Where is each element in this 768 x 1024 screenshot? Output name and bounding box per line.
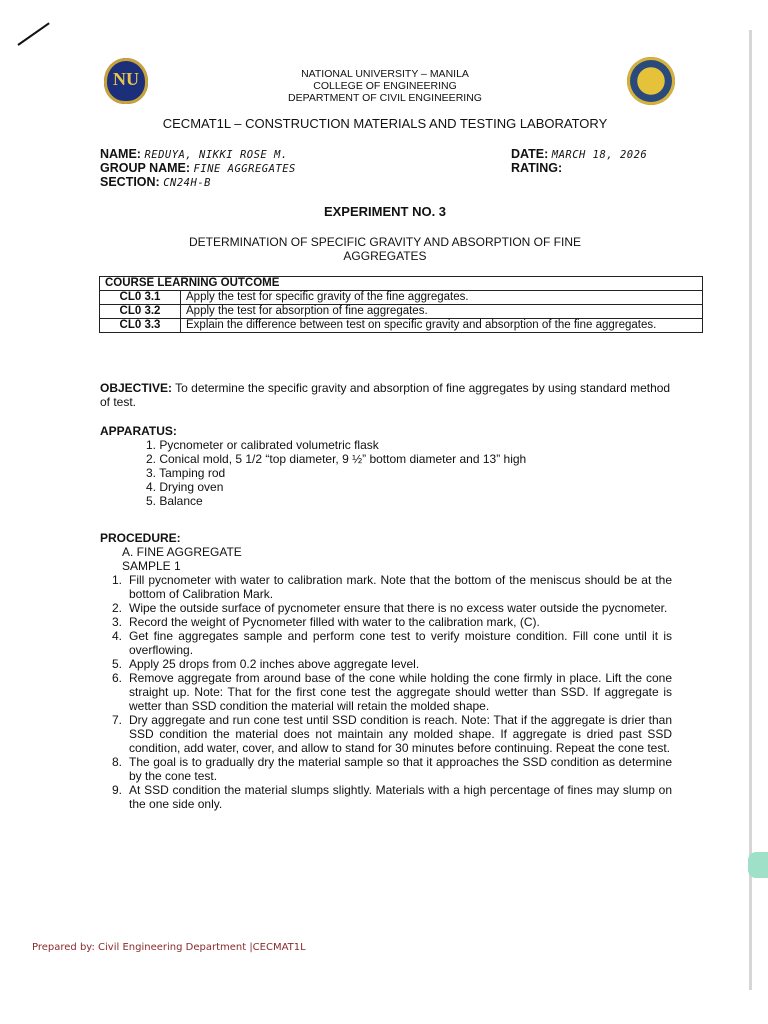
apparatus-label: APPARATUS: <box>100 424 177 438</box>
step-text: Get fine aggregates sample and perform cone test to verify moisture condition. Fill cone until it is overflowing. <box>129 629 672 657</box>
table-row <box>100 305 703 319</box>
table-row <box>100 319 703 333</box>
step-number: 6. <box>111 671 122 685</box>
procedure-sample: SAMPLE 1 <box>122 559 181 573</box>
step-number: 1. <box>111 573 122 587</box>
name-label: NAME: <box>100 147 141 161</box>
step-number: 9. <box>111 783 122 797</box>
step-text: At SSD condition the material slumps slightly. Materials with a high percentage of fines may slump on the one side only. <box>129 783 672 811</box>
step-text: Record the weight of Pycnometer filled with water to the calibration mark, (C). <box>129 615 540 629</box>
step-text: The goal is to gradually dry the material sample so that it approaches the SSD condition as determine by the cone test. <box>129 755 672 783</box>
list-item <box>100 755 672 783</box>
clo-code: CL0 3.3 <box>100 319 181 333</box>
list-item <box>100 573 672 601</box>
department-seal <box>627 57 675 105</box>
clo-text: Explain the difference between test on specific gravity and absorption of the fine aggregates. <box>181 319 703 333</box>
list-item <box>100 713 672 755</box>
university-name: NATIONAL UNIVERSITY – MANILA <box>301 68 469 80</box>
step-text: Apply 25 drops from 0.2 inches above aggregate level. <box>129 657 420 671</box>
clo-code: CL0 3.2 <box>100 305 181 319</box>
group-label: GROUP NAME: <box>100 161 191 175</box>
name-row <box>100 147 288 161</box>
list-item <box>100 671 672 713</box>
list-item: 4. Drying oven <box>146 480 224 494</box>
logo-letters: NU <box>113 69 139 89</box>
group-value: FINE AGGREGATES <box>193 163 296 175</box>
clo-table <box>99 276 703 333</box>
step-text: Remove aggregate from around base of the cone while holding the cone firmly in place. Lift the cone straight up. Note: That for the first cone test the aggregate should wetter than SSD. If aggregate is wetter than SSD condition the material will retain the molded shape. <box>129 671 672 713</box>
clo-text: Apply the test for specific gravity of the fine aggregates. <box>181 291 703 305</box>
list-item <box>100 657 672 671</box>
department-name: DEPARTMENT OF CIVIL ENGINEERING <box>288 92 482 104</box>
objective-block <box>100 381 672 409</box>
college-name: COLLEGE OF ENGINEERING <box>313 80 457 92</box>
clo-header: COURSE LEARNING OUTCOME <box>100 277 703 291</box>
name-value: REDUYA, NIKKI ROSE M. <box>144 149 288 161</box>
step-text: Fill pycnometer with water to calibration mark. Note that the bottom of the meniscus should be at the bottom of Calibration Mark. <box>129 573 672 601</box>
list-item: 3. Tamping rod <box>146 466 226 480</box>
list-item: 5. Balance <box>146 494 203 508</box>
course-title: CECMAT1L – CONSTRUCTION MATERIALS AND TESTING LABORATORY <box>162 116 608 131</box>
pen-mark <box>17 22 49 45</box>
rating-label: RATING: <box>511 161 563 175</box>
list-item: 1. Pycnometer or calibrated volumetric flask <box>146 438 379 452</box>
objective-label: OBJECTIVE: <box>100 381 173 395</box>
list-item <box>100 601 672 615</box>
step-number: 4. <box>111 629 122 643</box>
clo-code: CL0 3.1 <box>100 291 181 305</box>
date-row <box>511 147 647 161</box>
university-logo <box>104 58 148 104</box>
step-number: 5. <box>111 657 122 671</box>
section-label: SECTION: <box>100 175 160 189</box>
section-value: CN24H-B <box>163 177 211 189</box>
objective-text: To determine the specific gravity and absorption of fine aggregates by using standard method of test. <box>100 381 671 409</box>
table-row <box>100 291 703 305</box>
procedure-section: A. FINE AGGREGATE <box>122 545 242 559</box>
list-item <box>100 615 672 629</box>
list-item <box>100 783 672 811</box>
page-edge <box>749 30 752 990</box>
list-item: 2. Conical mold, 5 1/2 “top diameter, 9 ½” bottom diameter and 13” high <box>146 452 527 466</box>
step-number: 7. <box>111 713 122 727</box>
apparatus-list <box>100 438 672 508</box>
clo-text: Apply the test for absorption of fine aggregates. <box>181 305 703 319</box>
page-footer: Prepared by: Civil Engineering Department |CECMAT1L <box>32 942 306 953</box>
group-row <box>100 161 296 175</box>
step-text: Wipe the outside surface of pycnometer ensure that there is no excess water outside the pycnometer. <box>129 601 668 615</box>
step-number: 8. <box>111 755 122 769</box>
side-tab[interactable] <box>748 852 768 878</box>
experiment-title: EXPERIMENT NO. 3 <box>323 204 447 219</box>
procedure-label: PROCEDURE: <box>100 531 181 545</box>
experiment-subtitle: DETERMINATION OF SPECIFIC GRAVITY AND ABSORPTION OF FINE AGGREGATES <box>188 235 582 263</box>
step-number: 2. <box>111 601 122 615</box>
date-label: DATE: <box>511 147 549 161</box>
list-item <box>100 629 672 657</box>
date-value: MARCH 18, 2026 <box>551 149 648 161</box>
institution-header <box>250 68 520 104</box>
step-text: Dry aggregate and run cone test until SSD condition is reach. Note: That if the aggregate is drier than SSD condition the material does not maintain any molded shape. If aggregate is dried past SSD condition, add water, cover, and allow to stand for 30 minutes before continuing. Repeat the cone test. <box>129 713 672 755</box>
procedure-block <box>100 531 672 811</box>
step-number: 3. <box>111 615 122 629</box>
section-row <box>100 175 211 189</box>
apparatus-block <box>100 424 672 508</box>
